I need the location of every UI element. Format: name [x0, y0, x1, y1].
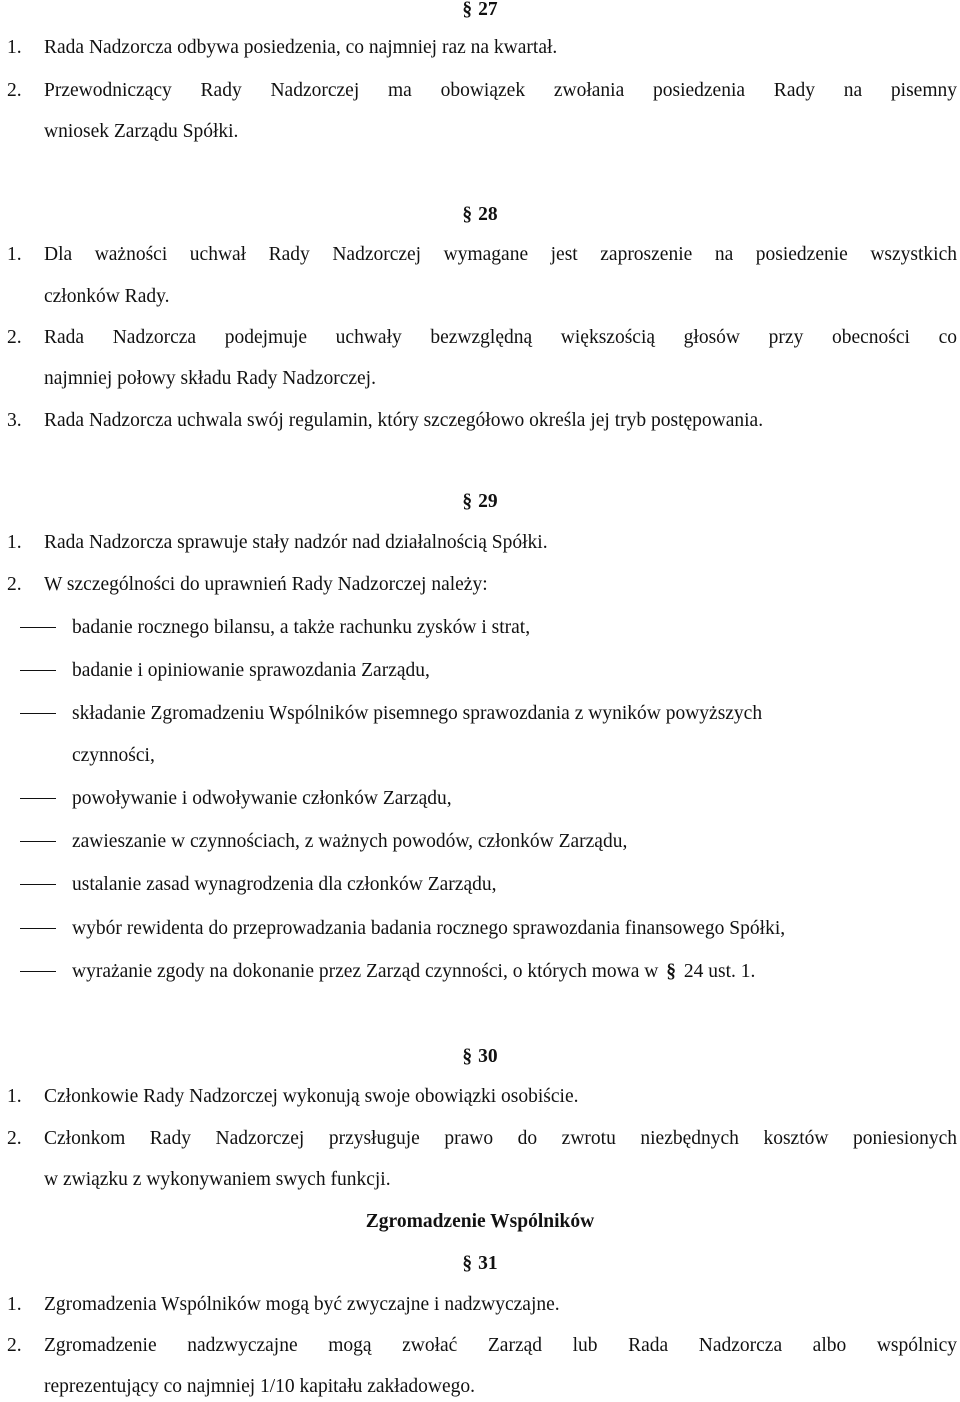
- item-text: W szczególności do uprawnień Rady Nadzorczej należy:: [44, 574, 488, 595]
- item-number: 1.: [7, 532, 22, 553]
- item-text-continued: najmniej połowy składu Rady Nadzorczej.: [44, 368, 376, 389]
- section-heading-28: [0, 203, 960, 227]
- section-heading-30: [0, 1045, 960, 1069]
- dash-bullet: [20, 884, 56, 885]
- chapter-heading: Zgromadzenie Wspólników: [365, 1211, 595, 1232]
- item-text: Przewodniczący Rady Nadzorczej ma obowiązek zwołania posiedzenia Rady na pisemny: [44, 80, 957, 101]
- item-number: 2.: [7, 80, 22, 101]
- item-text-continued: wniosek Zarządu Spółki.: [44, 121, 239, 142]
- item-number: 2.: [7, 1128, 22, 1149]
- section-number: 29: [478, 491, 498, 512]
- dash-bullet: [20, 841, 56, 842]
- item-number: 1.: [7, 1294, 22, 1315]
- item-text-continued: reprezentujący co najmniej 1/10 kapitału zakładowego.: [44, 1376, 475, 1397]
- section-number: 27: [478, 0, 498, 20]
- item-number: 2.: [7, 327, 22, 348]
- section-number: 28: [478, 204, 498, 225]
- bullet-item: ustalanie zasad wynagrodzenia dla członków Zarządu,: [72, 874, 497, 895]
- bullet-item: badanie i opiniowanie sprawozdania Zarządu,: [72, 660, 430, 681]
- item-text: Rada Nadzorcza podejmuje uchwały bezwzględną większością głosów przy obecności co: [44, 327, 957, 348]
- section-heading-27: [0, 0, 960, 22]
- section-symbol: §: [462, 491, 473, 512]
- item-text: Zgromadzenia Wspólników mogą być zwyczajne i nadzwyczajne.: [44, 1294, 560, 1315]
- item-number: 2.: [7, 1335, 22, 1356]
- section-symbol: §: [462, 0, 473, 20]
- section-symbol: §: [462, 1253, 473, 1274]
- item-text: Zgromadzenie nadzwyczajne mogą zwołać Zarząd lub Rada Nadzorcza albo wspólnicy: [44, 1335, 957, 1356]
- bullet-item: zawieszanie w czynnościach, z ważnych powodów, członków Zarządu,: [72, 831, 628, 852]
- dash-bullet: [20, 928, 56, 929]
- bullet-text: wyrażanie zgody na dokonanie przez Zarząd czynności, o których mowa w: [72, 961, 659, 982]
- item-number: 2.: [7, 574, 22, 595]
- bullet-item: wybór rewidenta do przeprowadzania badania rocznego sprawozdania finansowego Spółki,: [72, 918, 786, 939]
- item-text-continued: członków Rady.: [44, 286, 170, 307]
- bullet-item-continued: czynności,: [72, 745, 155, 766]
- bullet-item: badanie rocznego bilansu, a także rachunku zysków i strat,: [72, 617, 531, 638]
- bullet-item: powoływanie i odwoływanie członków Zarządu,: [72, 788, 452, 809]
- item-text: Członkom Rady Nadzorczej przysługuje prawo do zwrotu niezbędnych kosztów poniesionych: [44, 1128, 957, 1149]
- item-number: 1.: [7, 37, 22, 58]
- section-reference-symbol: §: [666, 961, 677, 982]
- item-number: 1.: [7, 1086, 22, 1107]
- dash-bullet: [20, 627, 56, 628]
- dash-bullet: [20, 713, 56, 714]
- section-number: 31: [478, 1253, 498, 1274]
- bullet-text: 24 ust. 1.: [683, 961, 756, 982]
- bullet-item: składanie Zgromadzeniu Wspólników pisemnego sprawozdania z wyników powyższych: [72, 703, 763, 724]
- bullet-item: [72, 960, 957, 984]
- item-text: Członkowie Rady Nadzorczej wykonują swoje obowiązki osobiście.: [44, 1086, 579, 1107]
- item-number: 3.: [7, 410, 22, 431]
- section-number: 30: [478, 1046, 498, 1067]
- item-text: Dla ważności uchwał Rady Nadzorczej wymagane jest zaproszenie na posiedzenie wszystkich: [44, 244, 957, 265]
- section-heading-29: [0, 490, 960, 514]
- item-number: 1.: [7, 244, 22, 265]
- item-text: Rada Nadzorcza uchwala swój regulamin, który szczegółowo określa jej tryb postępowania.: [44, 410, 764, 431]
- item-text: Rada Nadzorcza sprawuje stały nadzór nad działalnością Spółki.: [44, 532, 548, 553]
- dash-bullet: [20, 798, 56, 799]
- dash-bullet: [20, 670, 56, 671]
- item-text: Rada Nadzorcza odbywa posiedzenia, co najmniej raz na kwartał.: [44, 37, 558, 58]
- section-symbol: §: [462, 1046, 473, 1067]
- dash-bullet: [20, 971, 56, 972]
- section-heading-31: [0, 1252, 960, 1276]
- section-symbol: §: [462, 204, 473, 225]
- item-text-continued: w związku z wykonywaniem swych funkcji.: [44, 1169, 391, 1190]
